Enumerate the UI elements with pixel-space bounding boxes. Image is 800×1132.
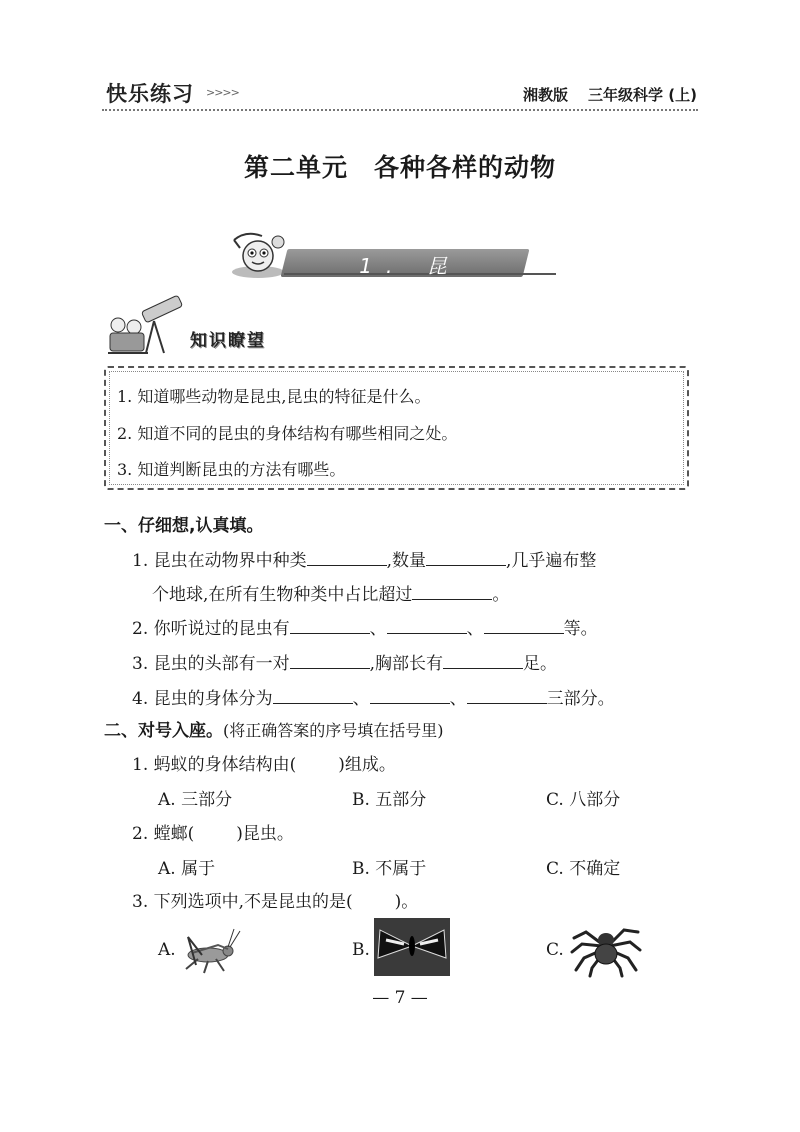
separator: 、: [369, 619, 387, 639]
choice-question-1: [132, 750, 396, 775]
question-text: 4. 昆虫的身体分为: [132, 689, 273, 709]
question-text: 等。: [563, 619, 598, 639]
question-text: )昆虫。: [236, 824, 294, 844]
separator: 、: [352, 689, 370, 709]
answer-blank[interactable]: [426, 547, 506, 566]
section-fill-title: 一、仔细想,认真填。: [104, 516, 264, 536]
header-divider: [102, 109, 698, 111]
answer-blank[interactable]: [484, 615, 564, 634]
section-title-text: 二、对号入座。: [104, 721, 223, 741]
fill-question-3: [132, 649, 557, 674]
answer-blank[interactable]: [307, 547, 387, 566]
question-text: 足。: [523, 654, 558, 674]
section-choice-title: [104, 716, 444, 741]
question-text: 个地球,在所有生物种类中占比超过: [152, 585, 413, 605]
choice-question-3: [132, 887, 418, 912]
subject-label: 三年级科学 (上): [588, 86, 697, 104]
question-text: ,几乎遍布整: [506, 551, 597, 571]
answer-blank[interactable]: [290, 650, 370, 669]
choice-question-2: [132, 819, 294, 844]
question-text: ,数量: [386, 551, 427, 571]
answer-blank[interactable]: [412, 581, 492, 600]
option-label-c: C.: [546, 940, 564, 960]
question-text: 2. 螳螂(: [132, 824, 195, 844]
edition-label: 湘教版: [523, 86, 569, 104]
question-text: 3. 昆虫的头部有一对: [132, 654, 290, 674]
telescope-kids-icon: [104, 295, 190, 359]
choice-option: B. 不属于: [352, 859, 427, 879]
fill-question-2: [132, 614, 598, 639]
book-brand: 快乐练习: [106, 82, 194, 106]
knowledge-section-title: 知识瞭望: [190, 331, 266, 351]
fill-question-1-line-1: [132, 546, 596, 571]
separator: 、: [466, 619, 484, 639]
question-text: 三部分。: [546, 689, 615, 709]
question-text: 。: [492, 585, 510, 605]
choice-option: C. 不确定: [546, 859, 621, 879]
goal-item: 2. 知道不同的昆虫的身体结构有哪些相同之处。: [117, 424, 458, 443]
answer-blank[interactable]: [443, 650, 523, 669]
question-text: )。: [394, 892, 419, 912]
question-text: 1. 昆虫在动物界中种类: [132, 551, 307, 571]
fill-question-1-line-2: [152, 580, 509, 605]
choice-option: A. 三部分: [158, 790, 233, 810]
question-text: )组成。: [338, 755, 396, 775]
choice-option: B. 五部分: [352, 790, 427, 810]
page-number: — 7 —: [372, 988, 428, 1008]
unit-title: 第二单元 各种各样的动物: [243, 153, 556, 182]
spider-icon[interactable]: [568, 918, 644, 978]
answer-blank[interactable]: [467, 685, 547, 704]
butterfly-icon[interactable]: [374, 918, 450, 976]
goal-item: 1. 知道哪些动物是昆虫,昆虫的特征是什么。: [117, 387, 431, 406]
option-label-b: B.: [352, 940, 370, 960]
section-instruction: (将正确答案的序号填在括号里): [223, 721, 444, 740]
lesson-title: 1. 昆 虫: [359, 254, 495, 307]
chevron-decoration: >>>>: [206, 86, 239, 99]
grasshopper-icon[interactable]: [178, 925, 244, 975]
answer-blank[interactable]: [387, 615, 467, 634]
answer-blank[interactable]: [273, 685, 353, 704]
answer-blank[interactable]: [370, 685, 450, 704]
question-text: 1. 蚂蚁的身体结构由(: [132, 755, 297, 775]
fill-question-4: [132, 684, 615, 709]
mascot-icon: [226, 228, 290, 280]
question-text: 3. 下列选项中,不是昆虫的是(: [132, 892, 353, 912]
answer-blank[interactable]: [290, 615, 370, 634]
question-text: 2. 你听说过的昆虫有: [132, 619, 290, 639]
option-label-a: A.: [158, 940, 176, 960]
choice-option: A. 属于: [158, 859, 216, 879]
question-text: ,胸部长有: [369, 654, 444, 674]
separator: 、: [449, 689, 467, 709]
choice-option: C. 八部分: [546, 790, 621, 810]
goal-item: 3. 知道判断昆虫的方法有哪些。: [117, 460, 346, 479]
